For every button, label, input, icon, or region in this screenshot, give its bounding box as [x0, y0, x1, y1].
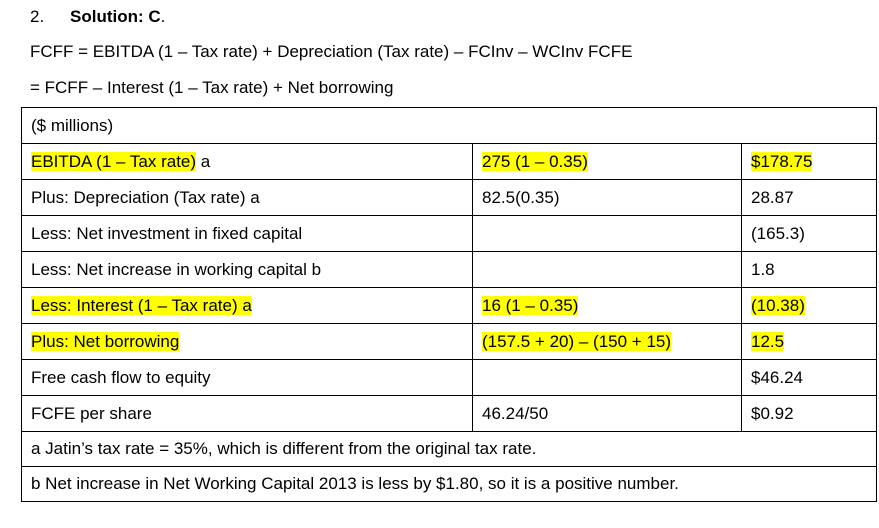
highlighted-calc: (157.5 + 20) – (150 + 15) [482, 331, 672, 351]
table-header-row [22, 108, 877, 144]
table-note-row [22, 432, 877, 467]
row-value: 1.8 [742, 252, 877, 288]
highlighted-value: $178.75 [751, 151, 813, 171]
units-header: ($ millions) [22, 108, 877, 144]
row-calc [473, 360, 742, 396]
solution-label: Solution: C [70, 7, 161, 26]
row-value: $46.24 [742, 360, 877, 396]
highlighted-calc: 16 (1 – 0.35) [482, 295, 579, 315]
row-label: FCFE per share [22, 396, 473, 432]
fcfe-formula: = FCFF – Interest (1 – Tax rate) + Net borrowing [30, 78, 394, 97]
row-calc [473, 252, 742, 288]
highlighted-label: Less: Interest (1 – Tax rate) a [31, 295, 252, 315]
row-label [22, 324, 473, 360]
row-calc [473, 216, 742, 252]
table-row-fcfe-per-share [22, 396, 877, 432]
row-label: Less: Net investment in fixed capital [22, 216, 473, 252]
highlighted-calc: 275 (1 – 0.35) [482, 151, 588, 171]
row-calc: 46.24/50 [473, 396, 742, 432]
row-label: Less: Net increase in working capital b [22, 252, 473, 288]
row-label [22, 288, 473, 324]
row-value: 28.87 [742, 180, 877, 216]
table-row-ebitda [22, 144, 877, 180]
highlighted-label: Plus: Net borrowing [31, 331, 180, 351]
row-value [742, 324, 877, 360]
question-number: 2. [30, 7, 45, 26]
label-note: a [196, 151, 211, 171]
table-row-depreciation [22, 180, 877, 216]
solution-heading [30, 6, 165, 28]
row-value [742, 144, 877, 180]
row-label: Free cash flow to equity [22, 360, 473, 396]
highlighted-label: EBITDA (1 – Tax rate) [31, 151, 197, 171]
table-row-working-capital [22, 252, 877, 288]
solution-period: . [160, 7, 166, 26]
fcfe-calculation-table [21, 107, 877, 502]
highlighted-value: (10.38) [751, 295, 805, 315]
table-row-net-borrowing [22, 324, 877, 360]
row-calc [473, 144, 742, 180]
row-label [22, 144, 473, 180]
highlighted-value: 12.5 [751, 331, 785, 351]
table-row-fixed-capital [22, 216, 877, 252]
row-calc [473, 288, 742, 324]
fcff-formula: FCFF = EBITDA (1 – Tax rate) + Depreciation (Tax rate) – FCInv – WCInv FCFE [30, 42, 633, 61]
note-working-capital: b Net increase in Net Working Capital 2013 is less by $1.80, so it is a positive number. [22, 467, 877, 502]
row-value: (165.3) [742, 216, 877, 252]
table-row-fcfe [22, 360, 877, 396]
row-label: Plus: Depreciation (Tax rate) a [22, 180, 473, 216]
table-note-row [22, 467, 877, 502]
row-calc [473, 324, 742, 360]
table-row-interest [22, 288, 877, 324]
row-calc: 82.5(0.35) [473, 180, 742, 216]
note-tax-rate: a Jatin’s tax rate = 35%, which is different from the original tax rate. [22, 432, 877, 467]
row-value: $0.92 [742, 396, 877, 432]
row-value [742, 288, 877, 324]
